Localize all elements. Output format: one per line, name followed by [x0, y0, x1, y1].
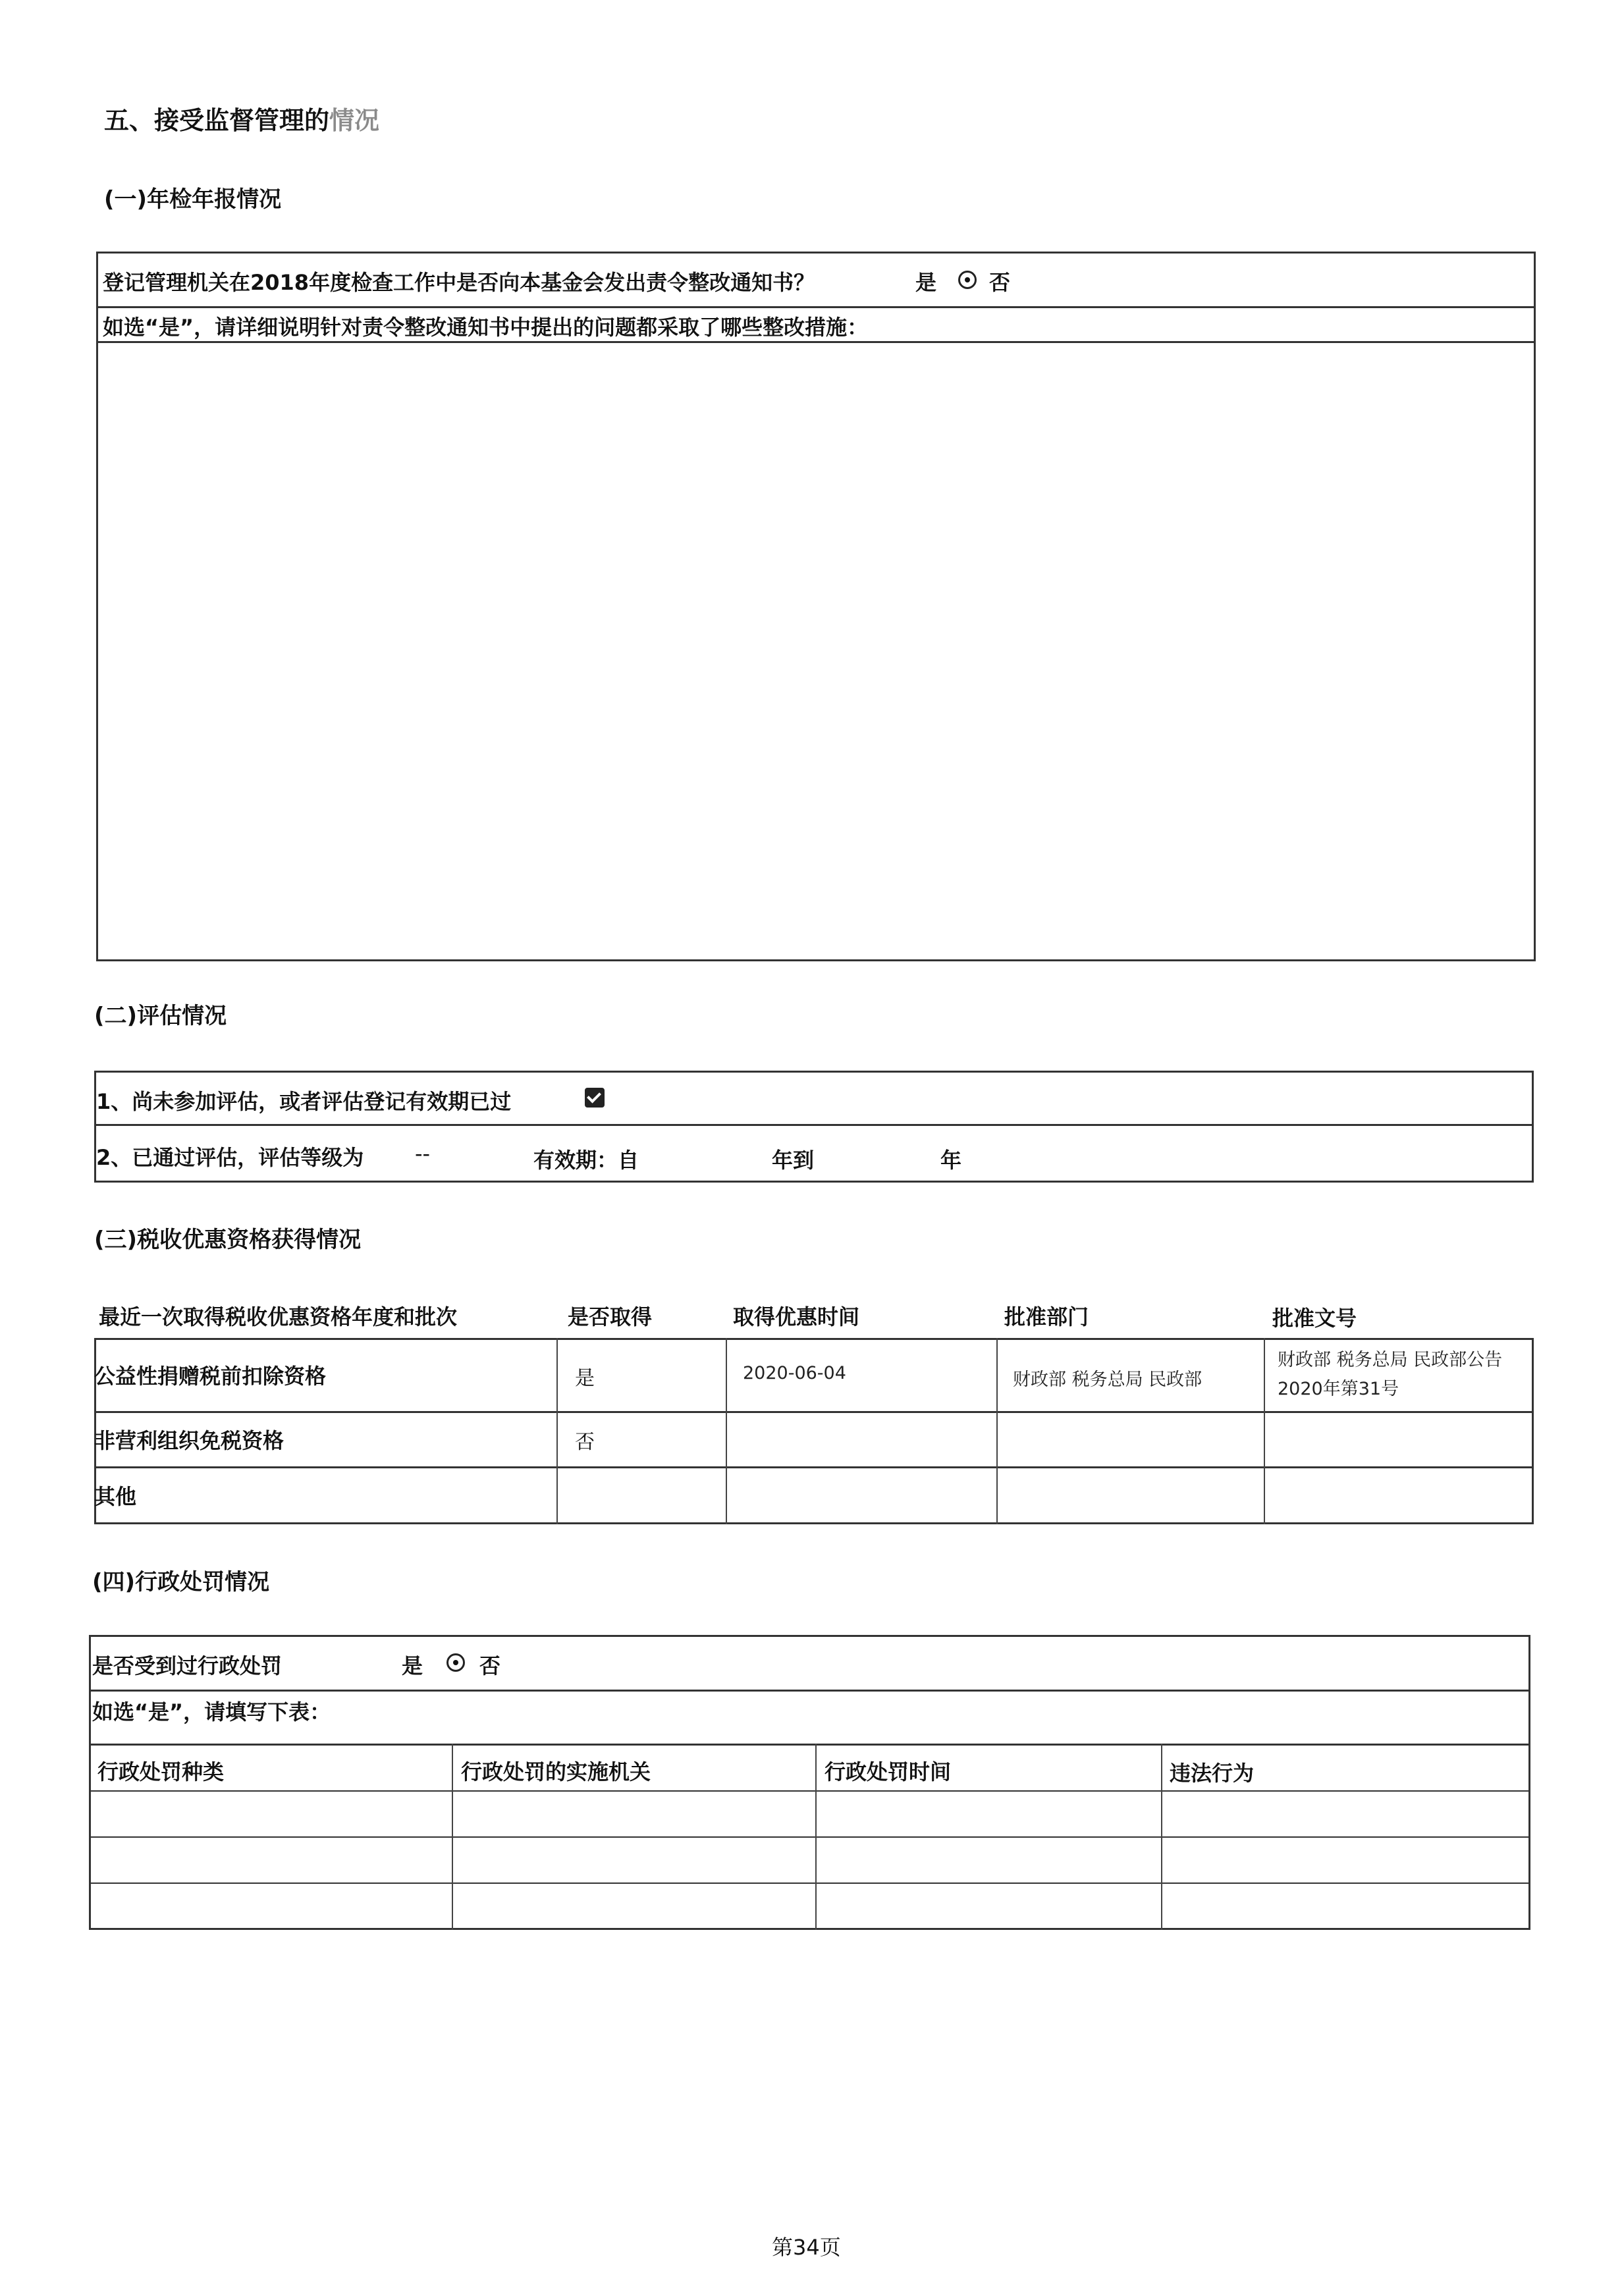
tax-row-dept: 财政部 税务总局 民政部 — [1013, 1370, 1203, 1390]
tax-header-date: 取得优惠时间 — [733, 1304, 860, 1329]
penalty-box — [89, 1635, 1530, 1930]
tax-header-doc: 批准文号 — [1272, 1306, 1357, 1331]
col-divider — [726, 1338, 727, 1524]
section-heading-tail: 情况 — [329, 106, 380, 135]
evaluation-year: 年 — [940, 1148, 962, 1173]
tax-row-obtained: 是 — [575, 1367, 595, 1390]
rectification-question: 登记管理机关在2018年度检查工作中是否向本基金会发出责令整改通知书？ — [103, 270, 815, 295]
radio-selected-icon[interactable] — [958, 271, 977, 289]
evaluation-year-to: 年到 — [772, 1148, 815, 1173]
col-divider — [815, 1744, 817, 1930]
option-yes-label: 是 — [402, 1653, 423, 1678]
col-divider — [1264, 1338, 1265, 1524]
divider — [89, 1882, 1530, 1884]
section-heading — [104, 100, 379, 136]
option-no-label: 否 — [989, 270, 1011, 295]
tax-header-obtained: 是否取得 — [568, 1304, 653, 1329]
page-number: 第34页 — [772, 2235, 841, 2260]
divider — [89, 1790, 1530, 1792]
divider — [94, 1124, 1534, 1126]
option-yes-label: 是 — [915, 270, 937, 295]
col-divider — [1161, 1744, 1162, 1930]
checked-checkbox-icon[interactable] — [585, 1088, 605, 1108]
penalty-header-violation: 违法行为 — [1170, 1761, 1255, 1786]
tax-row-name: 非营利组织免税资格 — [94, 1428, 284, 1453]
section-heading-main: 五、接受监督管理的 — [104, 106, 330, 135]
evaluation-row-2-label: 2、已通过评估，评估等级为 — [96, 1145, 364, 1170]
col-divider — [452, 1744, 453, 1930]
tax-header-dept: 批准部门 — [1004, 1304, 1089, 1329]
evaluation-valid-label: 有效期：自 — [533, 1148, 639, 1173]
rectification-detail-prompt: 如选“是”，请详细说明针对责令整改通知书中提出的问题都采取了哪些整改措施： — [103, 315, 869, 340]
divider — [96, 341, 1536, 343]
evaluation-title: (二)评估情况 — [94, 1003, 227, 1029]
penalty-question: 是否受到过行政处罚 — [92, 1653, 283, 1678]
penalty-title: (四)行政处罚情况 — [92, 1569, 270, 1595]
divider — [89, 1836, 1530, 1838]
penalty-header-time: 行政处罚时间 — [825, 1759, 952, 1784]
tax-row-obtained: 否 — [575, 1431, 595, 1454]
col-divider — [996, 1338, 998, 1524]
divider — [89, 1690, 1530, 1692]
penalty-header-authority: 行政处罚的实施机关 — [461, 1759, 651, 1784]
divider — [89, 1744, 1530, 1746]
tax-exemption-title: (三)税收优惠资格获得情况 — [94, 1227, 362, 1253]
divider — [94, 1466, 1534, 1468]
evaluation-grade: -- — [415, 1141, 431, 1166]
tax-row-doc: 财政部 税务总局 民政部公告2020年第31号 — [1278, 1350, 1503, 1399]
evaluation-row-1: 1、尚未参加评估，或者评估登记有效期已过 — [96, 1089, 512, 1114]
option-no-label: 否 — [479, 1653, 501, 1678]
divider — [94, 1411, 1534, 1413]
penalty-fill-prompt: 如选“是”，请填写下表： — [92, 1699, 331, 1724]
penalty-header-type: 行政处罚种类 — [97, 1759, 225, 1784]
col-divider — [556, 1338, 558, 1524]
radio-selected-icon[interactable] — [446, 1653, 465, 1672]
tax-row-name: 其他 — [94, 1484, 137, 1509]
rectification-detail-area[interactable] — [99, 346, 1533, 958]
divider — [96, 306, 1536, 308]
tax-row-name: 公益性捐赠税前扣除资格 — [94, 1364, 327, 1389]
tax-header-year: 最近一次取得税收优惠资格年度和批次 — [99, 1304, 458, 1329]
annual-inspection-title: (一)年检年报情况 — [104, 186, 282, 213]
tax-row-date: 2020-06-04 — [743, 1363, 846, 1383]
